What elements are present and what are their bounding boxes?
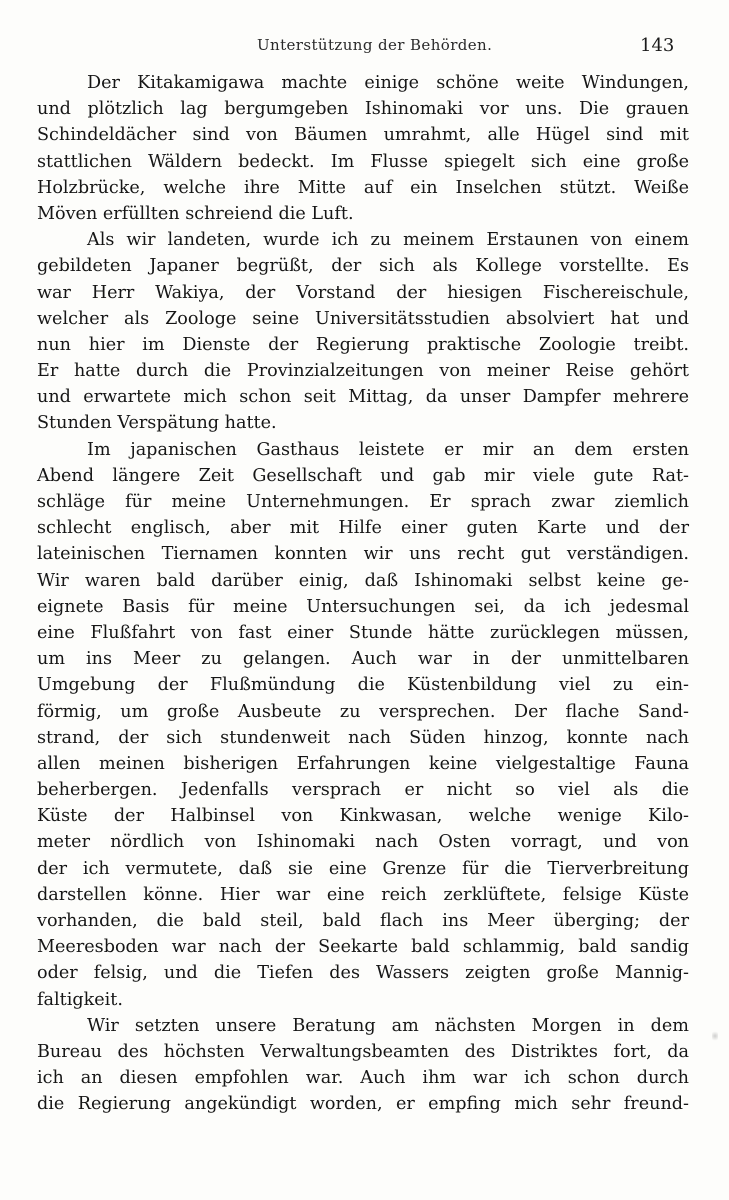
page-number: 143 [640, 35, 675, 56]
text-line: Wir waren bald darüber einig, daß Ishinomaki selbst keine ge- [37, 570, 689, 591]
text-line: nun hier im Dienste der Regierung praktische Zoologie treibt. [37, 334, 689, 355]
text-line: faltigkeit. [37, 989, 123, 1010]
text-line: strand, der sich stundenweit nach Süden hinzog, konnte nach [37, 727, 689, 748]
text-line: Schindeldächer sind von Bäumen umrahmt, alle Hügel sind mit [37, 125, 689, 146]
text-line: allen meinen bisherigen Erfahrungen keine vielgestaltige Fauna [37, 753, 689, 774]
text-line: Küste der Halbinsel von Kinkwasan, welche wenige Kilo- [37, 806, 689, 827]
text-line: und plötzlich lag bergumgeben Ishinomaki vor uns. Die grauen [37, 99, 689, 120]
text-line: schlecht englisch, aber mit Hilfe einer guten Karte und der [37, 518, 689, 539]
text-line: Wir setzten unsere Beratung am nächsten Morgen in dem [87, 1015, 689, 1036]
text-line: Der Kitakamigawa machte einige schöne weite Windungen, [87, 73, 689, 93]
text-line: oder felsig, und die Tiefen des Wassers zeigten große Mannig- [37, 963, 689, 984]
text-line: Meeresboden war nach der Seekarte bald schlammig, bald sandig [37, 937, 689, 958]
text-line: und erwartete mich schon seit Mittag, da unser Dampfer mehrere [37, 387, 689, 408]
text-line: Umgebung der Flußmündung die Küstenbildung viel zu ein- [37, 675, 689, 696]
running-title: Unterstützung der Behörden. [257, 36, 493, 54]
text-line: war Herr Wakiya, der Vorstand der hiesigen Fischereischule, [37, 282, 689, 303]
text-line: Abend längere Zeit Gesellschaft und gab mir viele gute Rat- [37, 465, 689, 486]
text-line: Bureau des höchsten Verwaltungsbeamten des Distriktes fort, da [37, 1041, 689, 1062]
text-line: Er hatte durch die Provinzialzeitungen von meiner Reise gehört [37, 361, 689, 382]
text-line: welcher als Zoologe seine Universitätsstudien absolviert hat und [37, 308, 689, 329]
text-line: förmig, um große Ausbeute zu versprechen. Der flache Sand- [37, 701, 689, 722]
text-line: schläge für meine Unternehmungen. Er sprach zwar ziemlich [37, 492, 689, 512]
text-line: meter nördlich von Ishinomaki nach Osten vorragt, und von [37, 832, 689, 853]
text-line: Möven erfüllten schreiend die Luft. [37, 203, 354, 224]
text-line: die Regierung angekündigt worden, er empfing mich sehr freund- [37, 1094, 689, 1115]
text-line: lateinischen Tiernamen konnten wir uns recht gut verständigen. [37, 544, 689, 565]
text-line: stattlichen Wäldern bedeckt. Im Flusse spiegelt sich eine große [37, 151, 689, 172]
text-line: Im japanischen Gasthaus leistete er mir an dem ersten [87, 439, 689, 460]
text-line: um ins Meer zu gelangen. Auch war in der unmittelbaren [37, 649, 689, 670]
text-line: beherbergen. Jedenfalls versprach er nicht so viel als die [37, 780, 689, 801]
text-line: ich an diesen empfohlen war. Auch ihm war ich schon durch [37, 1068, 689, 1089]
text-line: eignete Basis für meine Untersuchungen sei, da ich jedesmal [37, 596, 689, 617]
text-line: eine Flußfahrt von fast einer Stunde hätte zurücklegen müssen, [37, 622, 689, 643]
text-line: der ich vermutete, daß sie eine Grenze für die Tierverbreitung [37, 858, 689, 879]
text-line: darstellen könne. Hier war eine reich zerklüftete, felsige Küste [37, 884, 689, 905]
scan-speck [712, 1030, 718, 1042]
text-line: Als wir landeten, wurde ich zu meinem Erstaunen von einem [87, 230, 689, 251]
running-head [0, 36, 729, 58]
text-line: gebildeten Japaner begrüßt, der sich als Kollege vorstellte. Es [37, 256, 689, 277]
text-line: vorhanden, die bald steil, bald flach ins Meer überging; der [37, 911, 689, 931]
body-text [37, 70, 689, 1118]
text-line: Stunden Verspätung hatte. [37, 413, 277, 434]
text-line: Holzbrücke, welche ihre Mitte auf ein Inselchen stützt. Weiße [37, 177, 689, 198]
